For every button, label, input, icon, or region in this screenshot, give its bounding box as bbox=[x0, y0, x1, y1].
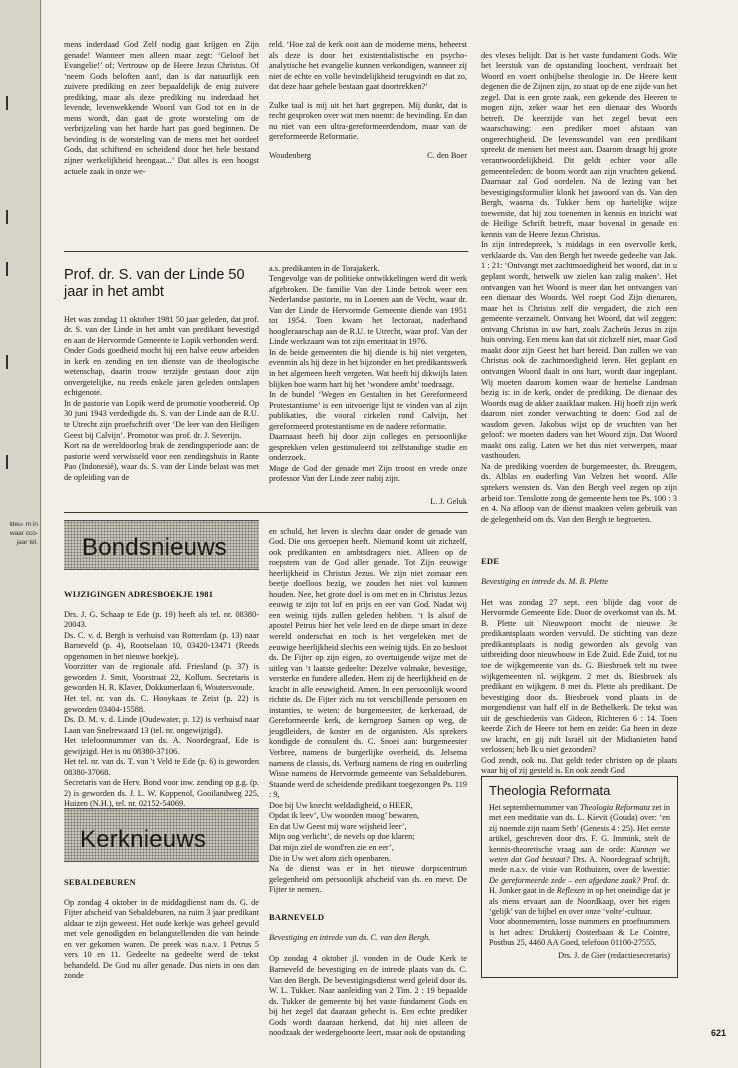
bondsnieuws-heading: WIJZIGINGEN ADRESBOEKJE 1981 bbox=[64, 588, 214, 599]
barneveld-body: Op zondag 4 oktober jl. vonden in de Oude Kerk te Barneveld de bevestiging en de intrede plaats van ds. C. Van den Bergh. De bevestigingsdienst werd geleid door ds. W. L. Tukker. Naar aanleiding van 2 Tim. 2 : 19 bepaalde ds. Tukker de gemeente bij het vaste fundament Gods en bij het zegel dat daaraan gehecht is. Een echte prediker Gods wordt daaraan herkend, dat hij niet alleen de noodzaak der wedergeboorte leert, maar ook de opstanding bbox=[269, 954, 467, 1038]
barneveld-subtitle: Bevestiging en intrede van ds. C. van den Bergh. bbox=[269, 933, 431, 943]
ede-heading: EDE bbox=[481, 555, 500, 566]
kerknieuws-title: Kerknieuws bbox=[80, 826, 207, 853]
bondsnieuws-body: Drs. J. G. Schaap te Ede (p. 19) heeft als tel. nr. 08380-20043. Ds. C. v. d. Bergh is verhuisd van Rotterdam (p. 13) naar Barneveld (p. 4), Rootselaan 10, 03420-13471 (Reeds opgenomen in het nieuwe boekje). Voorzitter van de regionale afd. Friesland (p. 37) is geworden J. Smit, Voorstraat 22, Kollum. Secretaris is geworden H. R. Klaver, Dokkumerlaan 6, Woutersvoude. Het tel. nr. van ds. C. Hooykaas te Zeist (p. 22) is geworden 03404-15588. Ds. D. M. v. d. Linde (Oudewater, p. 12) is verhuisd naar Laan van Snelrewaard 13 (tel. nr. ongewijzigd). Het telefoonnummer van ds. A. Noordegraaf, Ede is gewijzigd. Het is nu 08380-37106. Het tel. nr. van ds. T. van 't Veld te Ede (p. 6) is geworden 08380-37068. Secretaris van de Herv. Bond voor inw. zending op g.g. (p. 2) is geworden ds. J. L. W. Koppenol, Gooilandweg 225, Huizen (N.H.), tel. nr. 02152-54069. bbox=[64, 609, 259, 809]
theologia-text-c-italic: De gereformeerde zede – een afgedane zaak? bbox=[489, 875, 641, 885]
top-column-3-text: des vleses belijdt. Dat is het vaste fundament Gods. Wie het leerstuk van de opstanding loochent, verdraait het Woord en voert onbijbelse theologie in. De Heere kent degenen die de Zijnen zijn, zo staat op de ene zijde van het zegel. Dat is een grote zaak, een gekende des Heeren te mogen zijn, zeker waar het een dienaar des Woords betreft. De keerzijde van het zegel bevat een waarschuwing: een prediker moet afstaan van ongerechtigheid. De levenswandel van een predikant spreekt de mensen het meest aan. Daarom draagt hij grote verantwoordelijkheid. Dit geldt echter voor alle gemeenteleden: de boom wordt aan zijn vruchten gekend. Daarnaar zal God oordelen. Na de lezing van het bevestigingsformulier klonk het jawoord van ds. Van den Bergh, waarna ds. Tukker hem op hartelijke wijze toewenste, dat hij zou toenemen in kennis en inzicht wat de Heilige Schrift betreft, maar bovenal in genade en kennis van de Heere Jezus Christus. In zijn intredepreek, 's middags in een overvolle kerk, verklaarde ds. Van den Bergh het tweede gedeelte van Jak. 1 : 21: ‘Ontvangt met zachtmoedigheid het woord, dat in u geplant wordt, hetwelk uw zielen kan zalig maken’. Het ontvangen van het Woord is meer dan het ontvangen van een dienaar des Woords. Wel roept God Zijn dienaren, maar het is Christus zelf die vergadert, die zich een gemeente verzamelt. Ontvang het Woord, dat wil zeggen: ontvang Christus in uw hart, zoals Zacheüs Jezus in zijn huis ontving. Een mens kan dat uit zichzelf niet, maar God maakt door zijn Geest het hart bereid. Dan zullen we van Christus ook de zachtmoedigheid leren. Het geplant en ontvangen Woord daalt in ons hart, wordt daar ingeplant. Wij moeten daarom komen waar de hemelse Landman bezig is: in de kerk, onder de prediking. De dienaar des Woords mag de akker zaaiklaar maken. Hij hoeft zijn werk daarom niet zonder verwachting te doen: God zal de wasdom geven. Jakobus wijst op de vruchten van het geloof: we moeten daders van het Woord zijn. Dat Woord maakt ons zalig. Laten we het dus niet verwerpen, maar vasthouden. Na de prediking voerden de burgemeester, ds. Breugem, ds. Alblas en ouderling Van Velzen het woord. Alle sprekers wensten ds. Van den Bergh veel zegen op zijn arbeid toe. Tenslotte zong de gemeente hem toe Ps. 100 : 3 en 4. Na afloop van de dienst maakten velen gebruik van de gelegenheid om ds. Van den Bergh te begroeten. bbox=[481, 50, 677, 524]
section-divider bbox=[64, 512, 468, 513]
section-divider bbox=[64, 251, 468, 252]
theologia-text-d-italic: Reflexen bbox=[556, 886, 585, 896]
theologia-text-d: Prof. dr. H. Jonker gaat in de bbox=[489, 875, 670, 896]
theologia-body bbox=[489, 803, 670, 949]
sebaldeburen-heading: SEBALDEBUREN bbox=[64, 876, 136, 887]
magazine-page bbox=[42, 0, 738, 1068]
page-number: 621 bbox=[710, 1028, 726, 1038]
ede-body: Het was zondag 27 sept. een blijde dag voor de Hervormde Gemeente Ede. Door de overkomst van ds. M. B. Plette uit Nieuwpoort mocht de nieuwe 3e predikantsplaats worden vervuld. De stichting van deze predikantsplaats is nodig geworden als gevolg van uitbreiding door nieuwbouw in Ede Zuid. Ede Zuid, tot nu toe de wijkgemeente van ds. G. Biesbroek telt nu twee wijkgemeenten nl. wijkgem. 2 met ds. Biesbroek als predikant en wijkgem. 8 met ds. Plette als predikant. De bevestiging door ds. Biesbroek vond plaats in de morgendienst van half elf in de Bethelkerk. De tekst was uit de geschiedenis van Gideon, Richteren 6 : 14. Toen keerde Zich de Heere tot hem en zeide: Ga heen in deze uw kracht, en gij zult Israël uit der Midianieten hand verlossen; heb Ik u niet gezonden? God zendt, ook nu. Dat geldt teder christen op de plaats waar hij of zij gesteld is. En ook zendt God bbox=[481, 597, 677, 776]
top-column-1 bbox=[64, 40, 259, 177]
gutter-mark bbox=[6, 210, 8, 224]
theologia-text-e: in op het oneindige dat je als mens ervaart aan de Noordkaap, over het eigen ‘gelijk’ van de bijbel en over onze ‘volte’-cultuur. Voor abonnementen, losse nummers en proefnummers is het adres: Drukkerij Oosterbaan & Le Cointre, Postbus 25, 4460 AA Goed, telefoon 01100-27555. bbox=[489, 886, 670, 948]
theologia-text-b: zet in met een meditatie van ds. L. Kievit (Gouda) over: ‘en zij noemde zijn naam Seth’ (Genesis 4 : 25). Het eerste artikel, geschreven door drs. F. G. Immink, stelt de kennis-theoretische vraag aan de orde: bbox=[489, 803, 670, 854]
bondsnieuws-band bbox=[64, 520, 259, 570]
linde-column-1 bbox=[64, 304, 259, 494]
theologia-text-a: Het septembernummer van bbox=[489, 803, 580, 812]
signature-name: C. den Boer bbox=[427, 150, 467, 160]
signature-place: Woudenberg bbox=[269, 150, 312, 160]
ede-subtitle: Bevestiging en intrede ds. M. B. Plette bbox=[481, 576, 609, 586]
gutter-mark bbox=[6, 355, 8, 369]
top-column-2 bbox=[269, 40, 467, 161]
kerknieuws-content bbox=[64, 866, 259, 993]
bondsnieuws-content bbox=[64, 578, 259, 821]
sebaldeburen-continuation: en schuld, het leven is slechts daar onder de genade van God. Die ons geroepen heeft. Niemand komt uit zichzelf, ook predikanten en ambtsdragers niet. Alleen op de roepstem van de God aller genade. Tot Zijn eeuwige heerlijkheid in Christus Jezus. We zijn niet zomaar een beetje doelloos bezig, we zouden het niet vol kunnen houden. Nee, het grote doel is om met en in Christus Jezus eeuwig te zijn tot lof en prijs en eer van God. Nadat wij een weinig tijds zullen geleden hebben. ‘t Is alsof de apostel Petrus hier het vele leed en de diepe smart in deze wereld onderschat en toch is het vergeleken met de eeuwige heerlijkheid slechts een weinig tijds. En zo besloot ds. De Fijter op zijn eigen, zo overtuigende wijze met de uitleg van ‘t laatste gedeelte: Dezelve volmake, bevestige, versterke en fundere alleden. Hem zij de heerlijkheid en de kracht in alle eeuwigheid. Amen. In een persoonlijk woord richtte ds. De Fijter zich nu tot verschillende personen en instanties, te weten: de burgemeester, de kerkeraad, de Gereformeerde kerk, de kerngroep Samen op weg, de jeugdleiders, de koster en de organisten. Als sprekers kondigde de consulent ds. C. Snoei aan: burgemeester Verbree, namens de burgerlijke overheid, ds. Jelsema namens de classis, ds. Verburg namens de ring en ouderling Wisse namens de Hervormde gemeente van Sebaldeburen. Staande werd de scheidende predikant toegezongen Ps. 119 : 9, Doe bij Uw knecht weldadigheid, o HEER, Opdat ik leev’, Uw woorden moog’ bewaren, En dat Uw Geest mij ware wijsheid leer’, Mijn oog verlicht’, de nevels op doe klaren; Dat mijn ziel de wond'ren zie en eer’, Die in Uw wet alom zich openbaren. Na de dienst was er in het nieuwe dorpscentrum gelegenheid om persoonlijk afscheid van ds. en mevr. De Fijter te nemen. bbox=[269, 526, 467, 895]
ede-article bbox=[481, 545, 677, 788]
gutter-mark bbox=[6, 262, 8, 276]
kerknieuws-band bbox=[64, 808, 259, 862]
top-column-3 bbox=[481, 40, 677, 536]
theologia-signature: Drs. J. de Gier (redactiesecretaris) bbox=[558, 950, 670, 960]
linde-column-2-text: a.s. predikanten in de Torajakerk. Tengevolge van de politieke ontwikkelingen werd dit werk afgebroken. De familie Van der Linde betrok weer een Nederlandse pastorie, nu in Loenen aan de Vecht, waar dr. Van der Linde de Hervormde Gemeente diende van 1951 tot 1954. Toen kwam het lectoraat, naderhand hoogleraarschap aan de R.U. te Utrecht, waar prof. Van der Linde werkzaam was tot zijn emeritaat in 1976. In de beide gemeenten die hij diende is hij niet vergeten, evenmin als hij deze in het bijzonder en het predikantswerk in het algemeen heeft vergeten. Wat heeft hij dikwijls laten blijken hoe warm hart hij het ‘wondere ambt’ toedraagt. In de bundel ‘Wegen en Gestalten in het Gereformeerd Protestantisme’ is een uitvoerige lijst te vinden van al zijn publikaties, die vooral cirkelen rond Calvijn, het gereformeerd protestantisme en de nadere reformatie. Daarnaast heeft hij door zijn colleges en persoonlijke gesprekken velen gestimuleerd tot zelfstandige studie en onderzoek. Moge de God der genade met Zijn troost en vrede onze professor Van der Linde zeer nabij zijn. bbox=[269, 263, 467, 484]
top-signature bbox=[269, 151, 467, 162]
barneveld-heading: BARNEVELD bbox=[269, 912, 325, 923]
top-column-2-para-2: Zulke taal is mij uit het hart gegrepen. Mij dunkt, dat is recht gesproken over wat men noemt: de bevinding. En dan nu niet van een ultra-gereformeerdendom, maar van de gereformeerde Reformatie. bbox=[269, 100, 467, 142]
top-column-2-para-1: reld. ‘Hoe zal de kerk ooit aan de moderne mens, beheerst als deze is door het existentialistische en psycho-analytische het evangelie kunnen verkondigen, wanneer zij niet de echte en volle bevindelijkheid terugvindt en dat zo, dat deze haar gehele bestaan gaat doortrekken?’ bbox=[269, 40, 467, 92]
gutter-text-fragment: ldeu- m in waar cco- jaar tel. bbox=[9, 521, 38, 547]
gutter-mark bbox=[6, 96, 8, 110]
top-column-1-text: mens inderdaad God Zelf nodig gaat krijgen en Zijn genade! Wanneer men alleen maar zegt: ‘Geloof het Evangelie!’ of; Vertrouw op de Heere Jezus Christus. Of ‘neem Gods beloften aan!, dan is dat natuurlijk een zuivere prediking en zeer bepaaldelijk de enig zuivere prediking, maar als deze prediking nu inderdaad het levende, levenwekkende Woord van God tot en in de mens wordt, dan gaat de grote worsteling om de verbrijzeling van het harde hart pas goed beginnen. De bevinding is de worsteling van de mens met het oordeel Gods, dat schiftend en scheidend door het hele bestand zijner werkelijkheid heengaat...’ Dat alles is een hoogst actuele zaak in onze we- bbox=[64, 40, 259, 176]
linde-column-1-text: Het was zondag 11 oktober 1981 50 jaar geleden, dat prof. dr. S. van der Linde in het ambt van predikant bevestigd en aan de Hervormde Gemeente te Lopik verbonden werd. Onder Gods goedheid mocht hij een halve eeuw arbeiden in kerk en zending en ten dienste van de theologische wetenschap, daarin trouw terzijde gestaan door zijn onvergetelijke, nu reeds enkele jaren geleden ontslapen echtgenote. In de pastorie van Lopik werd de promotie voorbereid. Op 30 juni 1943 verdedigde ds. S. van der Linde aan de R.U. te Utrecht zijn proefschrift over ‘De leer van den Heiligen Geest bij Calvijn’. Promotor was prof. dr. J. Severijn. Kort na de wereldoorlog brak de zendingsperiode aan: de pastorie werd verwisseld voor een zendingshuis in Rante Pao (Indonesië), waar ds. S. van der Linde belast was met de opleiding van de bbox=[64, 314, 259, 482]
gutter-mark bbox=[6, 455, 8, 469]
theologia-text-b-italic: Kunnen we weten dat God bestaat? bbox=[489, 844, 670, 865]
linde-article-title: Prof. dr. S. van der Linde 50 jaar in het ambt bbox=[64, 267, 245, 300]
linde-column-2 bbox=[269, 253, 467, 518]
theologia-text-a-italic: Theologia Reformata bbox=[579, 803, 650, 812]
linde-signature: L. J. Geluk bbox=[430, 496, 467, 506]
bondsnieuws-title: Bondsnieuws bbox=[82, 534, 227, 561]
theologia-reformata-box bbox=[481, 776, 678, 978]
binding-gutter bbox=[0, 0, 41, 1068]
theologia-text-c: Drs. A. Noordegraaf schrijft, mede n.a.v. de visie van Rothuizen, over de kwestie: bbox=[489, 855, 670, 875]
sebaldeburen-body: Op zondag 4 oktober in de middagdienst nam ds. G. de Fijter afscheid van Sebaldeburen, na ruim 3 jaar predikant aldaar te zijn geweest. Het oude kerkje was geheel gevuld met vele genodigden en belangstellenden die van heinde en ver gekomen waren. De preek was n.a.v. 1 Petrus 5 vers 10 en 11. Gedeelte na gedeelte werd de tekst behandeld. De God nu aller genade. Dus niets in ons dan zonde bbox=[64, 897, 259, 981]
middle-column bbox=[269, 516, 467, 1049]
theologia-title: Theologia Reformata bbox=[489, 783, 611, 798]
